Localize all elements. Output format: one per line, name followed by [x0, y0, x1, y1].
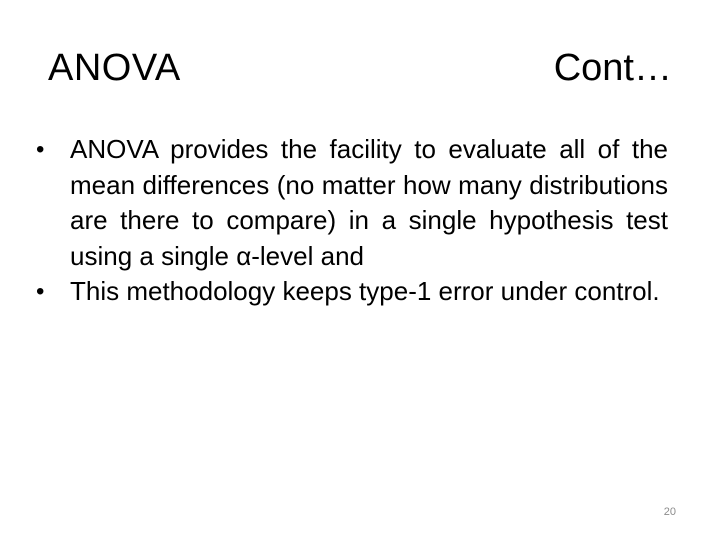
bullet-text: ANOVA provides the facility to evaluate all of the mean differences (no matter how many distributions are there to compare) in a single hypothesis test using a single α-level and	[70, 134, 668, 271]
bullet-icon: •	[36, 136, 45, 163]
slide-title: ANOVA	[48, 47, 181, 89]
bullet-icon: •	[36, 278, 45, 305]
bullet-text: This methodology keeps type-1 error under control.	[70, 276, 660, 306]
page-number: 20	[663, 506, 676, 518]
bullet-list	[36, 132, 668, 310]
slide-title-continuation: Cont…	[553, 47, 672, 89]
bullet-item	[36, 274, 668, 310]
bullet-item	[36, 132, 668, 274]
slide-body	[36, 132, 668, 310]
